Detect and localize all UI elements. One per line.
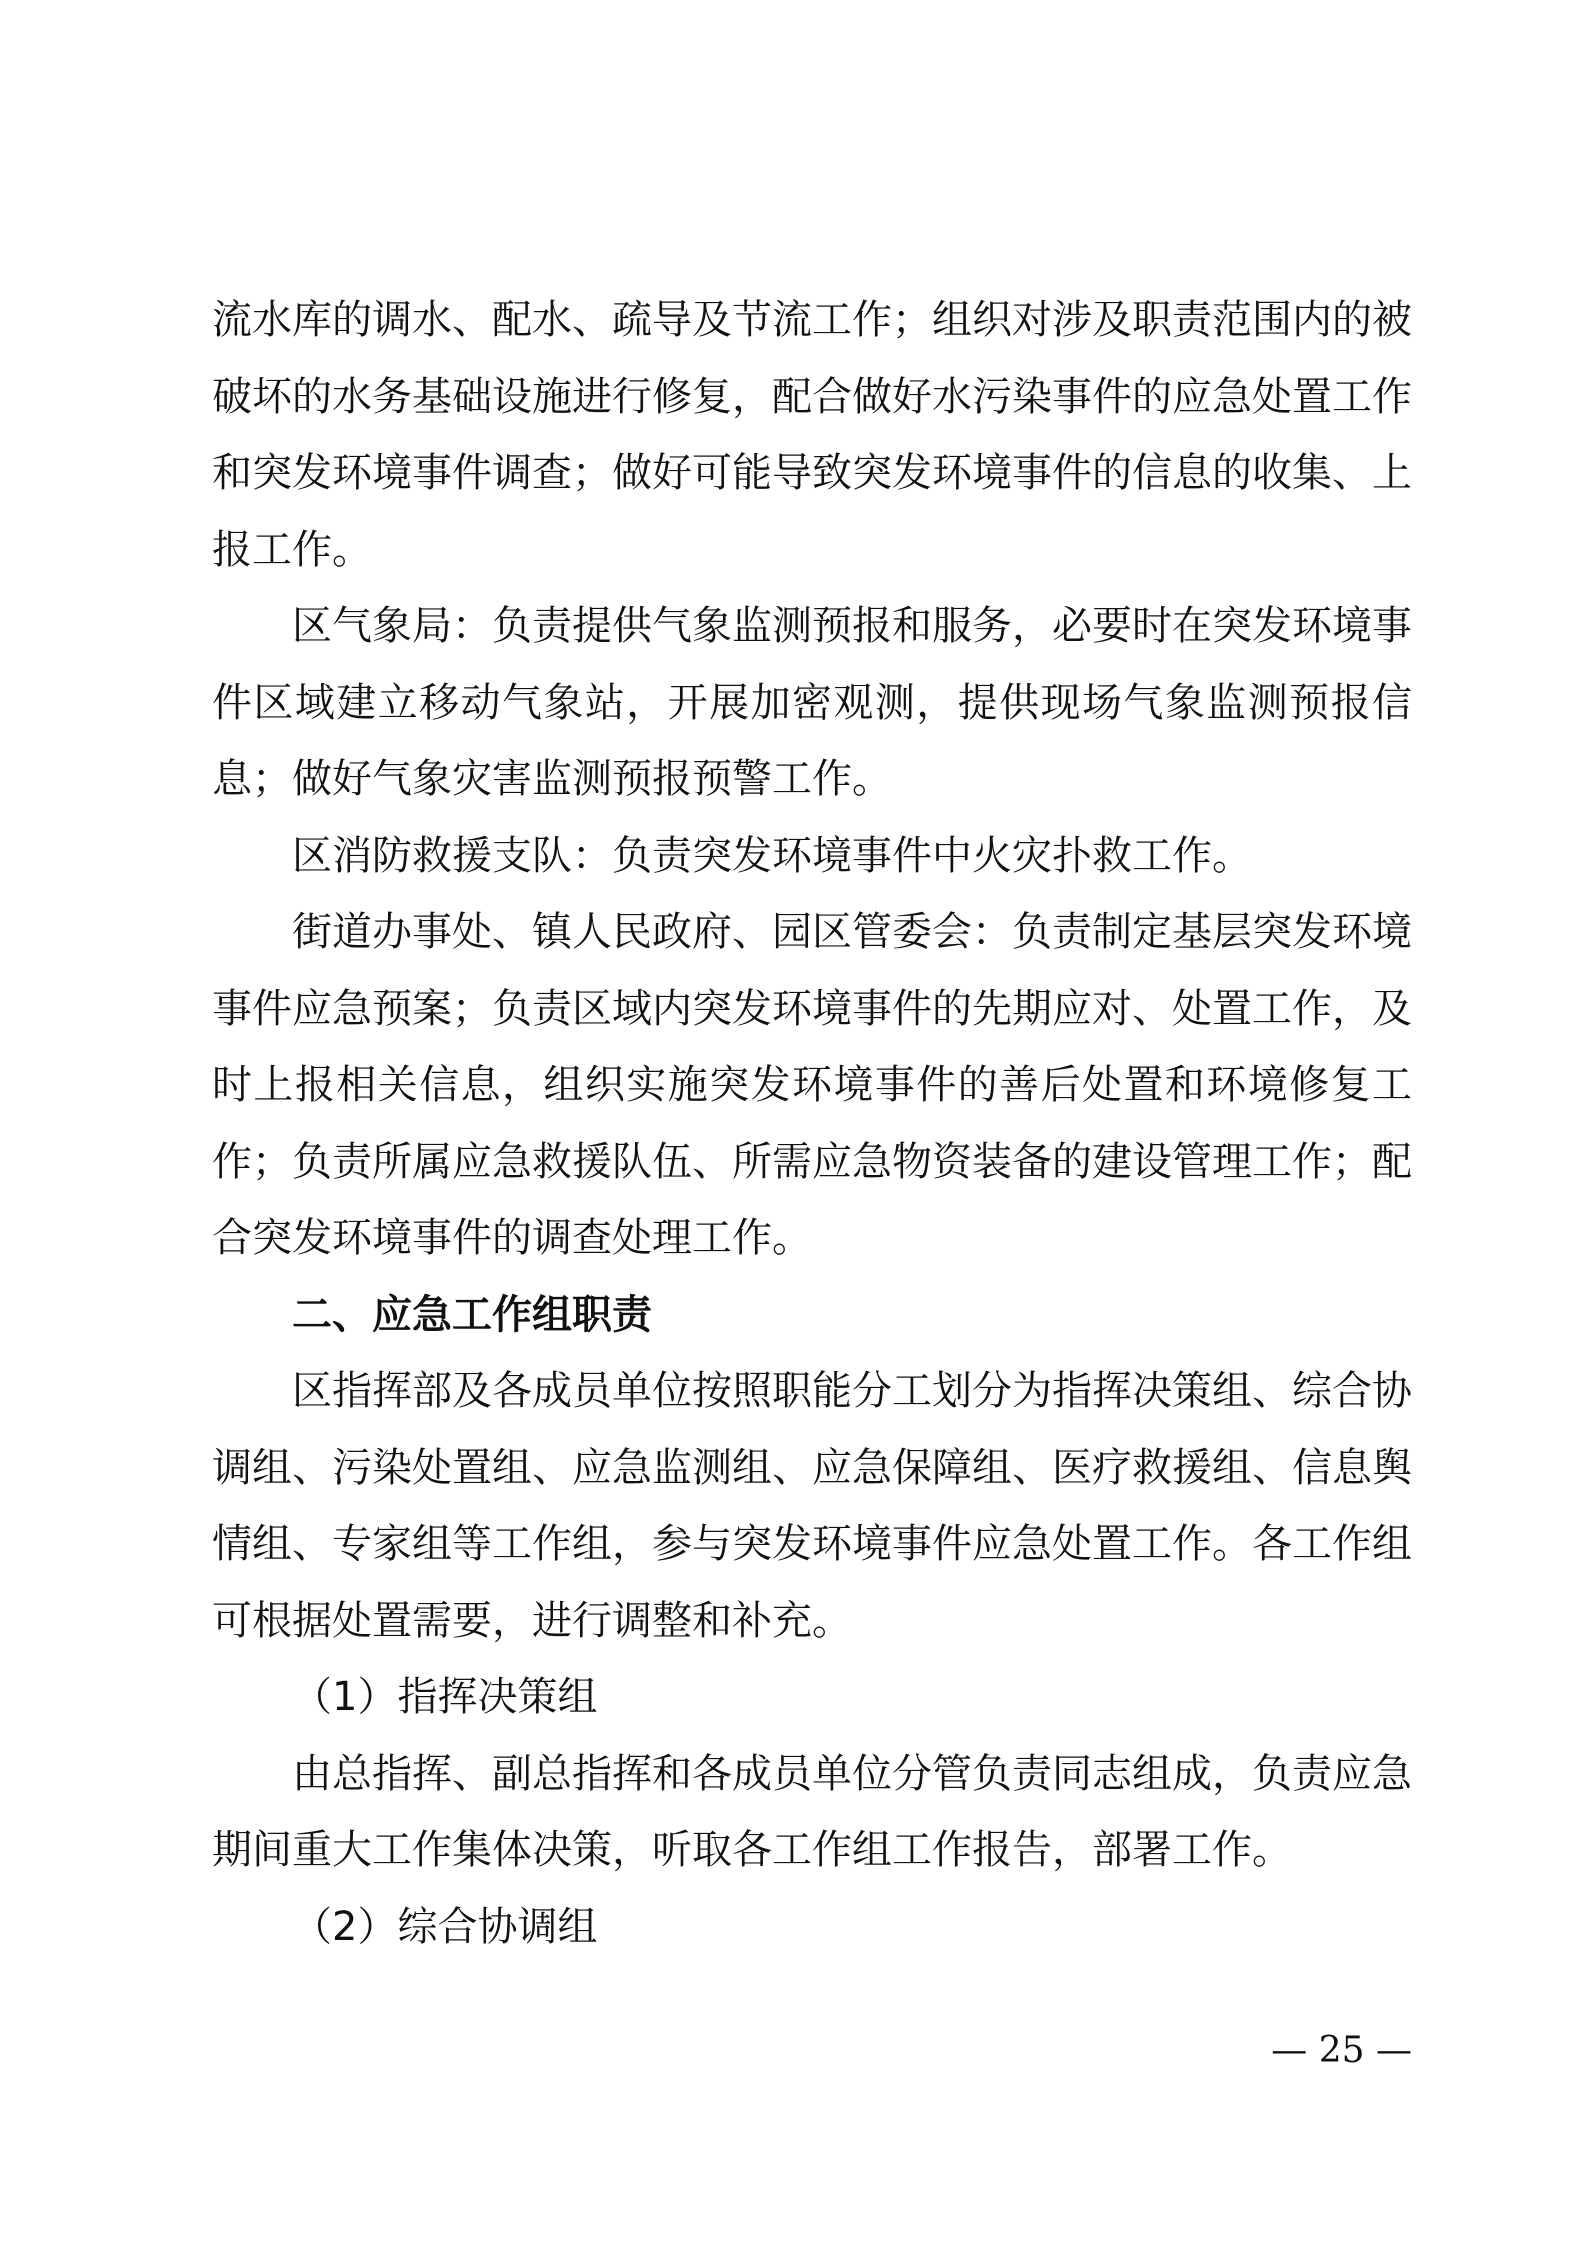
paragraph-meteorological-bureau: 区气象局：负责提供气象监测预报和服务，必要时在突发环境事件区域建立移动气象站，开展加密观测，提供现场气象监测预报信息；做好气象灾害监测预报预警工作。	[212, 603, 1412, 802]
paragraph-groups-overview: 区指挥部及各成员单位按照职能分工划分为指挥决策组、综合协调组、污染处置组、应急监测组、应急保障组、医疗救援组、信息舆情组、专家组等工作组，参与突发环境事件应急处置工作。各工作组可根据处置需要，进行调整和补充。	[212, 1368, 1412, 1644]
paragraph-water-affairs-continued: 流水库的调水、配水、疏导及节流工作；组织对涉及职责范围内的被破坏的水务基础设施进行修复，配合做好水污染事件的应急处置工作和突发环境事件调查；做好可能导致突发环境事件的信息的收集、上报工作。	[212, 297, 1412, 573]
paragraph-street-offices: 街道办事处、镇人民政府、园区管委会：负责制定基层突发环境事件应急预案；负责区域内突发环境事件的先期应对、处置工作，及时上报相关信息，组织实施突发环境事件的善后处置和环境修复工作；负责所属应急救援队伍、所需应急物资装备的建设管理工作；配合突发环境事件的调查处理工作。	[212, 909, 1412, 1261]
subheading-command-decision-group: （1）指挥决策组	[292, 1674, 598, 1720]
document-body	[212, 282, 1412, 1965]
subheading-coordination-group: （2）综合协调组	[292, 1903, 598, 1950]
section-heading-emergency-groups: 二、应急工作组职责	[292, 1291, 652, 1338]
paragraph-command-decision-group: 由总指挥、副总指挥和各成员单位分管负责同志组成，负责应急期间重大工作集体决策，听取各工作组工作报告，部署工作。	[212, 1750, 1412, 1873]
paragraph-fire-rescue: 区消防救援支队：负责突发环境事件中火灾扑救工作。	[292, 832, 1252, 879]
page-number: — 25 —	[1271, 2030, 1412, 2071]
